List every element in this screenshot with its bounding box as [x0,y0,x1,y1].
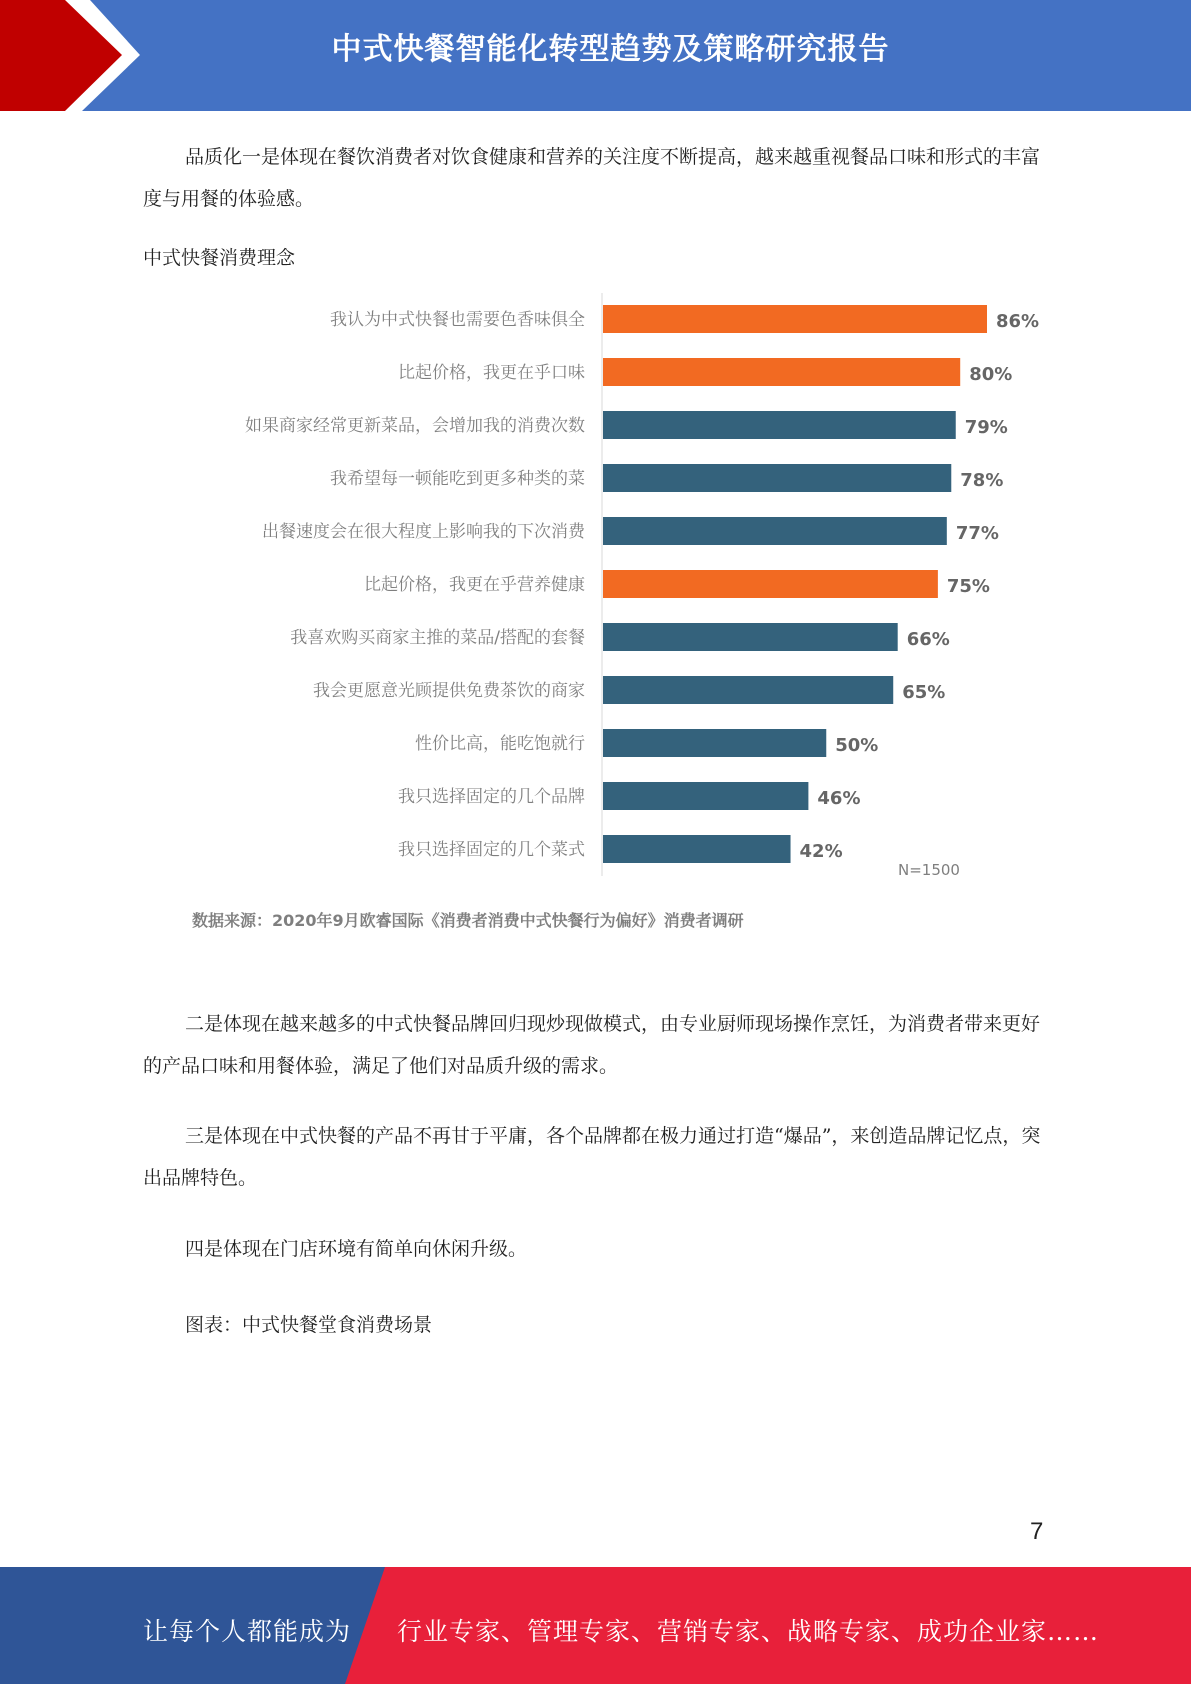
value-label: 50% [835,735,879,756]
bar [603,358,960,386]
value-label: 77% [955,523,999,544]
category-label: 如果商家经常更新菜品，会增加我的消费次数 [245,416,585,436]
category-label: 出餐速度会在很大程度上影响我的下次消费 [262,522,585,542]
bar [603,570,938,598]
value-label: 80% [969,364,1013,385]
chart-source: 数据来源：2020年9月欧睿国际《消费者消费中式快餐行为偏好》消费者调研 [192,911,744,930]
bar [603,464,951,492]
bar [603,835,791,863]
chart-heading: 中式快餐消费理念 [143,247,296,269]
sample-size-note: N=1500 [898,861,960,879]
category-label: 我希望每一顿能吃到更多种类的菜 [330,469,585,489]
category-label: 我只选择固定的几个菜式 [398,840,585,860]
category-label: 比起价格，我更在乎营养健康 [364,575,585,595]
figure-caption: 图表：中式快餐堂食消费场景 [185,1314,433,1336]
footer-slogan-right: 行业专家、管理专家、营销专家、战略专家、成功企业家…… [397,1617,1100,1646]
page-number: 7 [1030,1518,1044,1545]
header-title: 中式快餐智能化转型趋势及策略研究报告 [331,32,890,67]
bar [603,305,987,333]
category-label: 比起价格，我更在乎口味 [398,363,585,383]
category-label: 我只选择固定的几个品牌 [398,787,585,807]
bar [603,623,898,651]
bar [603,676,893,704]
paragraph-3: 三是体现在中式快餐的产品不再甘于平庸，各个品牌都在极力通过打造“爆品”，来创造品牌记忆点，突出品牌特色。 [143,1125,1041,1189]
value-label: 75% [946,576,990,597]
paragraph-2: 二是体现在越来越多的中式快餐品牌回归现炒现做模式，由专业厨师现场操作烹饪，为消费者带来更好的产品口味和用餐体验，满足了他们对品质升级的需求。 [143,1013,1041,1077]
footer-slogan-left: 让每个人都能成为 [143,1617,352,1646]
category-label: 我会更愿意光顾提供免费茶饮的商家 [313,681,585,701]
bar [603,411,956,439]
paragraph-4: 四是体现在门店环境有简单向休闲升级。 [185,1238,528,1260]
bar [603,729,826,757]
value-label: 65% [902,682,946,703]
paragraph-1: 品质化一是体现在餐饮消费者对饮食健康和营养的关注度不断提高，越来越重视餐品口味和形式的丰富度与用餐的体验感。 [143,146,1041,210]
value-label: 46% [817,788,861,809]
value-label: 78% [960,470,1004,491]
bar [603,517,947,545]
category-label: 我喜欢购买商家主推的菜品/搭配的套餐 [290,628,585,648]
value-label: 66% [906,629,950,650]
category-label: 我认为中式快餐也需要色香味俱全 [330,310,585,330]
bar-chart [143,280,1093,880]
bar [603,782,808,810]
value-label: 86% [996,311,1040,332]
value-label: 42% [799,841,843,862]
value-label: 79% [964,417,1008,438]
category-label: 性价比高，能吃饱就行 [415,734,585,754]
